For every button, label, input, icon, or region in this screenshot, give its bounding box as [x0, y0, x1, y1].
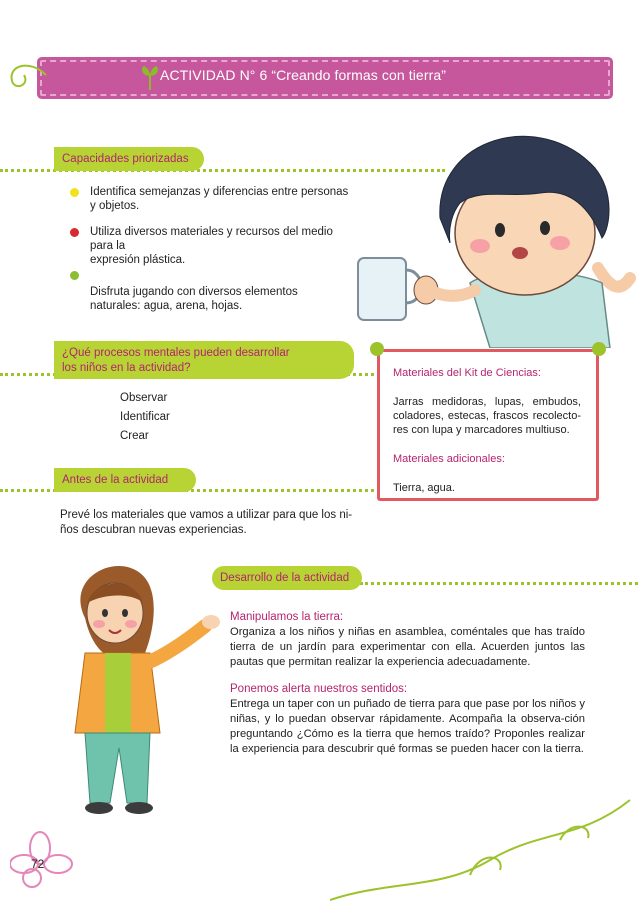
bullet-icon — [70, 188, 79, 197]
dotted-rule — [360, 582, 638, 585]
label-antes — [54, 468, 196, 492]
proceso-item: Observar — [120, 392, 168, 404]
label-antes-text: Antes de la actividad — [62, 474, 169, 486]
capacidad-text-cont: expresión plástica. — [90, 254, 186, 266]
label-capacidades-text: Capacidades priorizadas — [62, 153, 189, 165]
capacidades-list — [70, 185, 350, 313]
sprout-icon — [140, 64, 160, 90]
section-title: Manipulamos la tierra: — [230, 611, 344, 623]
label-procesos-line1: ¿Qué procesos mentales pueden desarrollar — [62, 347, 290, 359]
page-title: ACTIVIDAD N° 6 “Creando formas con tierra” — [160, 67, 446, 83]
capacidad-text: Identifica semejanzas y diferencias entre personas y objetos. — [90, 186, 349, 212]
desarrollo-section — [230, 610, 585, 670]
bullet-icon — [70, 228, 79, 237]
label-desarrollo — [212, 566, 362, 590]
boy-illustration — [340, 118, 638, 348]
pin-icon — [370, 342, 384, 356]
antes-line2: ños descubran nuevas experiencias. — [60, 524, 247, 536]
list-item — [70, 225, 350, 267]
kit-text: Jarras medidoras, lupas, embudos, coladores, estecas, frascos recolecto-res con lupa y marcadores multiuso. — [393, 396, 581, 436]
flower-icon — [10, 830, 80, 890]
section-title: Ponemos alerta nuestros sentidos: — [230, 683, 408, 695]
adicionales-title: Materiales adicionales: — [393, 453, 505, 465]
proceso-item: Identificar — [120, 411, 170, 423]
antes-line1: Prevé los materiales que vamos a utilizar para que los ni- — [60, 509, 353, 521]
vine-decoration — [330, 780, 638, 903]
label-procesos — [54, 341, 354, 379]
capacidad-text: Utiliza diversos materiales y recursos del medio para la — [90, 226, 333, 252]
bullet-icon — [70, 271, 79, 280]
list-item — [70, 271, 350, 313]
desarrollo-section — [230, 682, 585, 757]
girl-illustration — [55, 558, 230, 818]
section-text: Entrega un taper con un puñado de tierra para que pase por los niños y niñas, y lo puedan observar rápidamente. Acompaña la observa-ción preguntando ¿Cómo es la tierra que hemos traído? Proponles realizar la experiencia para descubrir qué formas se pueden hacer con la tierra. — [230, 698, 585, 755]
kit-title: Materiales del Kit de Ciencias: — [393, 367, 541, 379]
antes-text — [60, 508, 360, 538]
capacidad-text: Disfruta jugando con diversos elementos naturales: agua, arena, hojas. — [90, 286, 298, 312]
proceso-item: Crear — [120, 430, 149, 442]
section-text: Organiza a los niños y niñas en asamblea, coméntales que has traído tierra de un jardín para experimentar con ella. Acuerden juntos las pautas que permitan realizar la experiencia adecuadamente. — [230, 626, 585, 668]
list-item — [70, 185, 350, 213]
swirl-decoration — [0, 55, 48, 95]
pin-icon — [592, 342, 606, 356]
label-capacidades — [54, 147, 204, 171]
page-number: 72 — [31, 857, 45, 871]
label-procesos-line2: los niños en la actividad? — [62, 362, 191, 374]
adicionales-text: Tierra, agua. — [393, 482, 455, 494]
label-desarrollo-text: Desarrollo de la actividad — [220, 572, 350, 584]
